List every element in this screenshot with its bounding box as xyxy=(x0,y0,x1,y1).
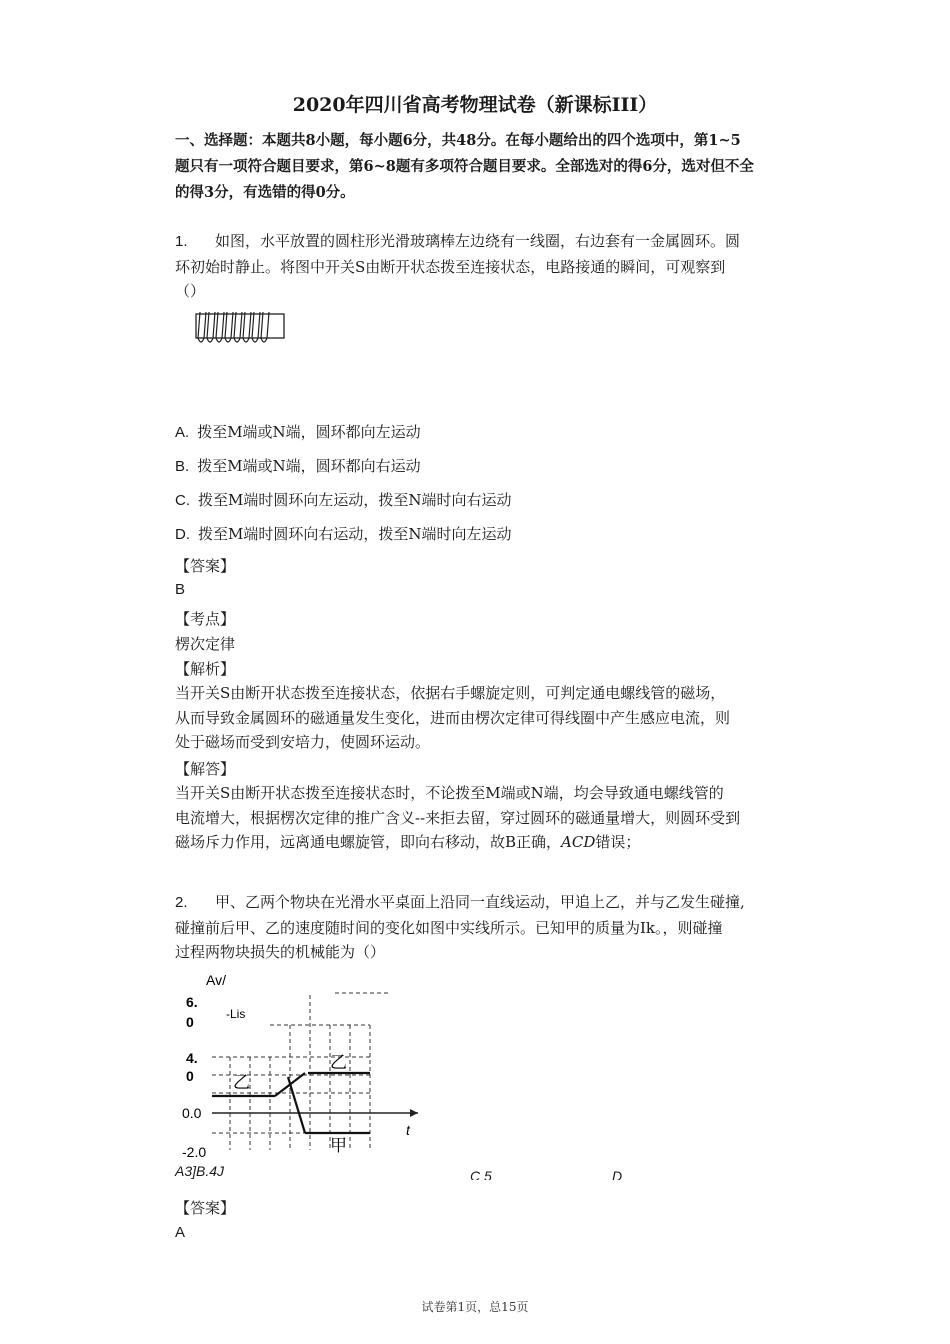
option-d: D. 拨至M端时圆环向右运动，拨至N端时向左运动 xyxy=(175,525,512,543)
answer-tag: 【答案】 xyxy=(175,557,236,575)
intro-line: 的得3分，有选错的得0分。 xyxy=(175,184,355,201)
option-b: B. 拨至M端或N端，圆环都向右运动 xyxy=(175,457,421,475)
option-d-partial: D xyxy=(612,1168,623,1180)
topic-value: 楞次定律 xyxy=(175,635,236,653)
stem-line: （） xyxy=(175,282,206,300)
question-1-stem xyxy=(175,229,740,304)
intro-line: 一、选择题：本题共8小题，每小题6分，共48分。在每小题给出的四个选项中，第1~5 xyxy=(175,132,741,149)
stem-line: 环初始时静止。将图中开关S由断开状态拨至连接状态，电路接通的瞬间，可观察到 xyxy=(175,257,726,276)
intro-line: 题只有一项符合题目要求，第6~8题有多项符合题目要求。全部选对的得6分，选对但不全 xyxy=(175,158,754,175)
solution-tag: 【解答】 xyxy=(175,760,236,778)
stem-line: 碰撞前后甲、乙的速度随时间的变化如图中实线所示。已知甲的质量为Ik。，则碰撞 xyxy=(175,918,723,937)
page-title: 2020年四川省高考物理试卷（新课标III） xyxy=(292,94,658,116)
question-number: 1. xyxy=(175,233,188,250)
option-a: A. 拨至M端或N端，圆环都向左运动 xyxy=(175,423,421,441)
answer-value: A xyxy=(175,1224,186,1241)
stem-line: 甲、乙两个物块在光滑水平桌面上沿同一直线运动，甲追上乙，并与乙发生碰撞, xyxy=(215,893,745,911)
label-yi-right: 乙 xyxy=(330,1053,347,1072)
question-number: 2. xyxy=(175,894,188,911)
solution-text: 当开关S由断开状态拨至连接状态时，不论拨至M端或N端，均会导致通电螺线管的 电流增大，根据楞次定律的推广含义--来拒去留，穿过圆环的磁通量增大，则圆环受到 磁场斥力作用，远离通电螺旋管，即向右移动，故B正确，ACD错误； xyxy=(175,784,741,851)
solenoid-figure xyxy=(190,308,290,350)
axis-title: Av/ xyxy=(206,972,226,988)
tick-label: 6. xyxy=(186,994,198,1010)
velocity-time-graph xyxy=(170,965,430,1170)
question-2-stem xyxy=(175,890,745,965)
tick-label: 0.0 xyxy=(182,1105,202,1121)
option-c: C. 拨至M端时圆环向左运动，拨至N端时向右运动 xyxy=(175,491,512,509)
graph-note: -Lis xyxy=(226,1007,246,1021)
label-yi-left: 乙 xyxy=(233,1073,250,1092)
tick-label: 0 xyxy=(186,1014,194,1030)
section-intro xyxy=(175,128,815,206)
tick-label: 4. xyxy=(186,1050,198,1066)
answer-tag: 【答案】 xyxy=(175,1199,236,1217)
analysis-text: 当开关S由断开状态拨至连接状态，依据右手螺旋定则，可判定通电螺线管的磁场， 从而导致金属圆环的磁通量发生变化，进而由楞次定律可得线圈中产生感应电流，则 处于磁场而受到安培力，使圆环运动。 xyxy=(175,684,731,751)
tick-label: 0 xyxy=(186,1068,194,1084)
page-footer: 试卷第1页，总15页 xyxy=(421,1300,529,1314)
tick-label: -2.0 xyxy=(182,1144,207,1160)
label-jia: 甲 xyxy=(330,1136,347,1155)
topic-tag: 【考点】 xyxy=(175,610,236,628)
stem-line: 过程两物块损失的机械能为（） xyxy=(175,943,386,961)
analysis-tag: 【解析】 xyxy=(175,660,236,678)
stem-line: 如图，水平放置的圆柱形光滑玻璃棒左边绕有一线圈，右边套有一金属圆环。圆 xyxy=(215,232,741,250)
options-line: A3]B.4J xyxy=(175,1163,225,1179)
solution-italic: ACD xyxy=(561,833,596,851)
t-axis-label: t xyxy=(406,1122,410,1138)
option-c-partial: C 5 xyxy=(470,1168,492,1180)
answer-value: B xyxy=(175,581,186,598)
